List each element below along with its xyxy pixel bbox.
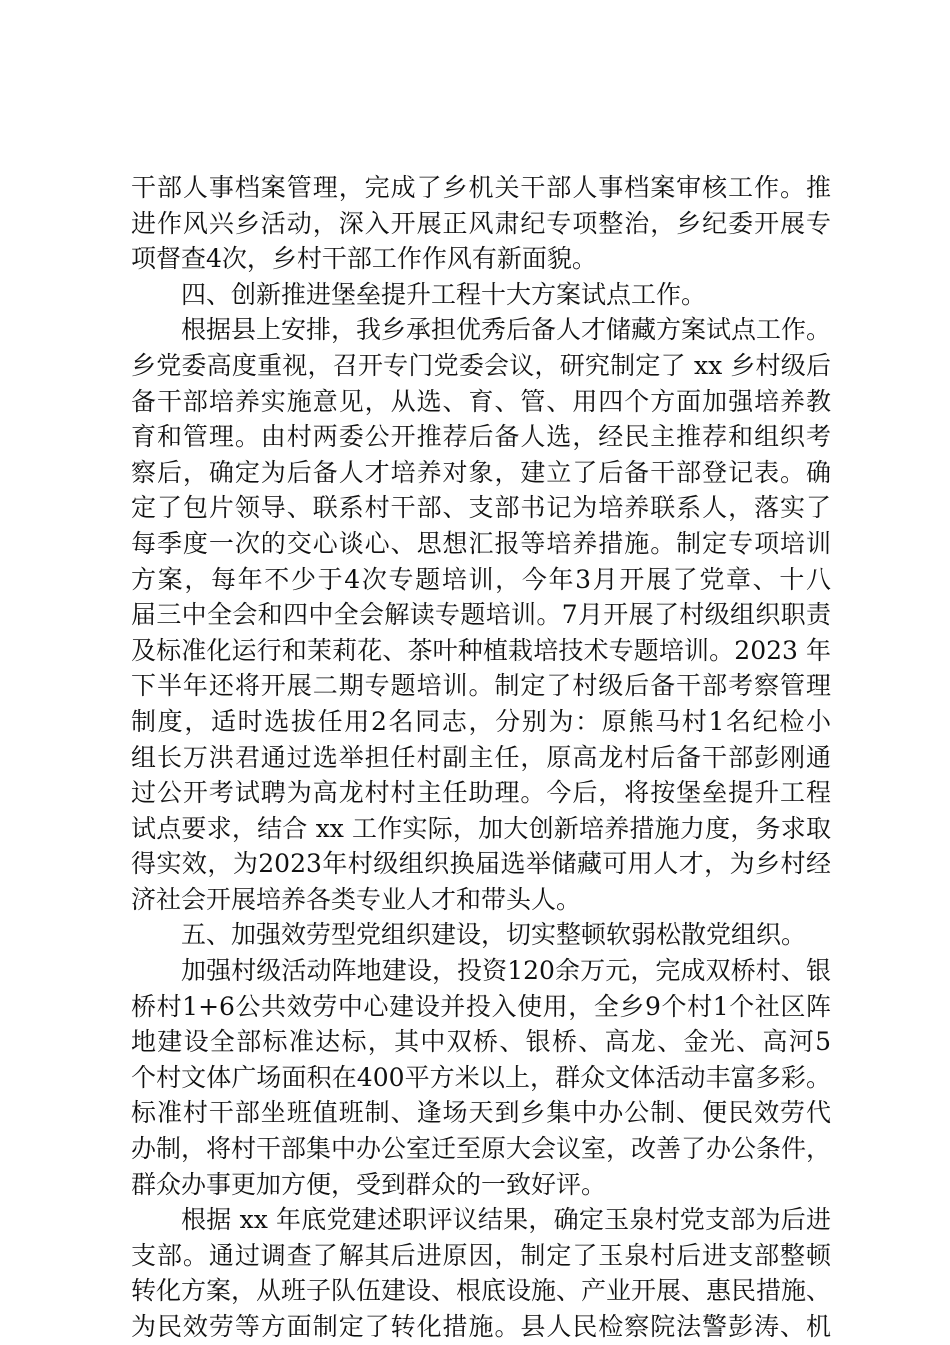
text-line: 察后，确定为后备人才培养对象，建立了后备干部登记表。确: [131, 457, 831, 487]
text-line: 个村文体广场面积在400平方米以上，群众文体活动丰富多彩。: [131, 1062, 831, 1092]
text-line: 备干部培养实施意见，从选、育、管、用四个方面加强培养教: [131, 386, 831, 416]
text-line: 每季度一次的交心谈心、思想汇报等培养措施。制定专项培训: [131, 528, 831, 558]
text-line: 标准村干部坐班值班制、逢场天到乡集中办公制、便民效劳代: [131, 1098, 831, 1128]
text-line: 过公开考试聘为高龙村村主任助理。今后，将按堡垒提升工程: [131, 778, 831, 808]
text-line: 根据县上安排，我乡承担优秀后备人才储藏方案试点工作。: [181, 315, 832, 345]
text-line: 为民效劳等方面制定了转化措施。县人民检察院法警彭涛、机: [131, 1312, 831, 1341]
text-line: 转化方案，从班子队伍建设、根底设施、产业开展、惠民措施、: [131, 1276, 832, 1306]
text-line: 办制，将村干部集中办公室迁至原大会议室，改善了办公条件，: [131, 1134, 832, 1164]
text-line: 组长万洪君通过选举担任村副主任，原高龙村后备干部彭刚通: [131, 742, 831, 772]
text-line: 方案，每年不少于4次专题培训，今年3月开展了党章、十八: [131, 564, 831, 594]
text-line: 得实效，为2023年村级组织换届选举储藏可用人才，为乡村经: [131, 849, 831, 879]
text-line: 加强村级活动阵地建设，投资120余万元，完成双桥村、银: [181, 956, 831, 986]
text-line: 济社会开展培养各类专业人才和带头人。: [131, 884, 582, 914]
text-line: 届三中全会和四中全会解读专题培训。7月开展了村级组织职责: [131, 600, 831, 630]
text-line: 地建设全部标准达标，其中双桥、银桥、高龙、金光、高河5: [131, 1027, 831, 1057]
text-line: 五、加强效劳型党组织建设，切实整顿软弱松散党组织。: [181, 920, 807, 950]
text-line: 干部人事档案管理，完成了乡机关干部人事档案审核工作。推: [131, 173, 831, 202]
section-heading: [131, 917, 831, 953]
text-line: 试点要求，结合 xx 工作实际，加大创新培养措施力度，务求取: [131, 813, 831, 843]
text-line: 育和管理。由村两委公开推荐后备人选，经民主推荐和组织考: [131, 422, 831, 452]
text-line: 制度，适时选拔任用2名同志，分别为：原熊马村1名纪检小: [131, 706, 831, 736]
text-line: 群众办事更加方便，受到群众的一致好评。: [131, 1169, 607, 1199]
paragraph: [131, 953, 831, 1202]
text-line: 及标准化运行和茉莉花、茶叶种植栽培技术专题培训。2023 年: [131, 635, 831, 665]
text-line: 项督查4次，乡村干部工作作风有新面貌。: [131, 244, 597, 274]
paragraph: [131, 312, 831, 917]
text-line: 桥村1+6公共效劳中心建设并投入使用，全乡9个村1个社区阵: [131, 991, 831, 1021]
document-body: [131, 170, 831, 1345]
text-line: 根据 xx 年底党建述职评议结果，确定玉泉村党支部为后进: [181, 1205, 831, 1235]
text-line: 四、创新推进堡垒提升工程十大方案试点工作。: [181, 279, 707, 309]
text-line: 进作风兴乡活动，深入开展正风肃纪专项整治，乡纪委开展专: [131, 208, 831, 238]
text-line: 乡党委高度重视，召开专门党委会议，研究制定了 xx 乡村级后: [131, 350, 831, 380]
text-line: 定了包片领导、联系村干部、支部书记为培养联系人，落实了: [131, 493, 831, 523]
section-heading: [131, 277, 831, 313]
text-line: 支部。通过调查了解其后进原因，制定了玉泉村后进支部整顿: [131, 1240, 831, 1270]
paragraph: [131, 1202, 831, 1344]
paragraph: [131, 170, 831, 277]
text-line: 下半年还将开展二期专题培训。制定了村级后备干部考察管理: [131, 671, 831, 701]
